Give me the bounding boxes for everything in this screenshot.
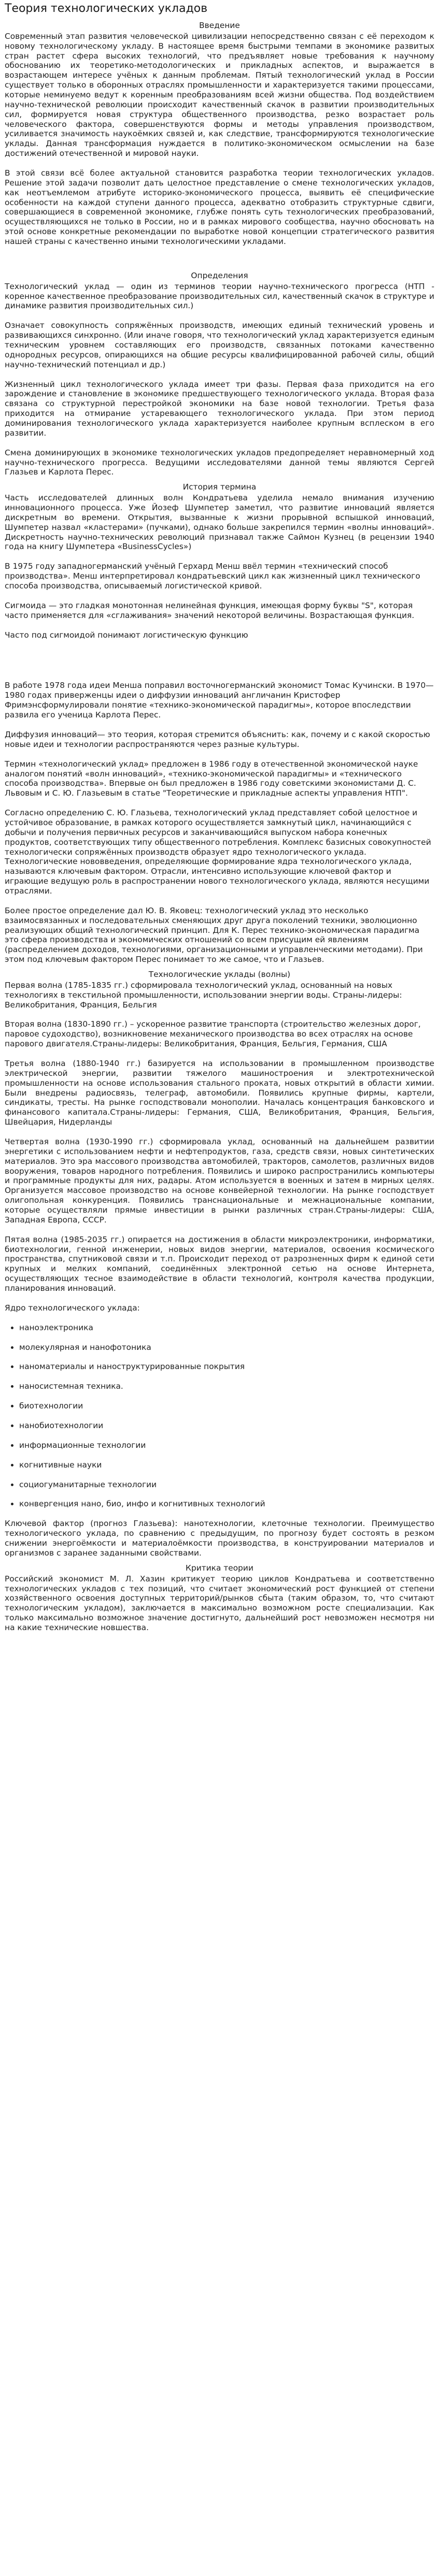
section-critique <box>5 1563 434 1633</box>
paragraph: Современный этап развития человеческой цивилизации непосредственно связан с её переходом к новому технологическому укладу. В настоящее время быстрыми темпами в экономике развитых стран растет сфера высоких технологий, что предъявляет новые требования к научному обоснованию их теоретико-методологических и прикладных аспектов, и выражается в возрастающем интересе учёных к данным проблемам. Пятый технологический уклад в России существует только в оборонных отраслях промышленности и характеризуется такими процессами, которые неминуемо ведут к коренным преобразованиям всей жизни общества. Под воздействием научно-технической революции происходит качественный скачок в развитии производительных сил, формируется новая структура общественного производства, резко возрастает роль человеческого фактора, совершенствуются формы и методы управления производством, усиливается значимость наукоёмких связей и, как следствие, трансформируются технологические уклады. Данная трансформация нуждается в политико-экономическом осмыслении на базе достижений отечественной и мировой науки. <box>5 31 434 159</box>
section-intro <box>5 21 434 247</box>
section-heading-definition: Определения <box>191 270 248 280</box>
paragraph-wave-1: Первая волна (1785-1835 гг.) сформировала технологический уклад, основанный на новых технологиях в текстильной промышленности, использовании энергии воды. Страны-лидеры: Великобритания, Франция, Бельгия <box>5 980 402 1010</box>
list-item: • социогуманитарные технологии <box>19 1480 434 1490</box>
section-history <box>5 482 434 965</box>
paragraph-wave-2: Вторая волна (1830-1890 гг.) – ускоренное развитие транспорта (строительство железных дорог, паровое судоходство), возникновение механического производства во всех отраслях на основе парового двигателя.Страны-лидеры: Великобритания, Франция, Бельгия, Германия, США <box>5 1019 421 1049</box>
core-list <box>5 1323 434 1509</box>
list-item: • информационные технологии <box>19 1441 434 1450</box>
list-item: • конвергенция нано, био, инфо и когнитивных технологий <box>19 1499 434 1509</box>
list-item: • биотехнологии <box>19 1401 434 1411</box>
core-list-label: Ядро технологического уклада: <box>5 1303 140 1313</box>
list-item: • наноэлектроника <box>19 1323 434 1333</box>
section-heading-waves: Технологические уклады (волны) <box>148 969 291 979</box>
paragraph-key-factor: Ключевой фактор (прогноз Глазьева): нанотехнологии, клеточные технологии. Преимущество технологического уклада, по сравнению с предыдущим, по прогнозу будет состоять в резком снижении энергоёмкости и материалоёмкости производства, в конструировании материалов и организмов с заранее заданными свойствами. <box>5 1519 434 1558</box>
paragraph-wave-5: Пятая волна (1985-2035 гг.) опирается на достижения в области микроэлектроники, информатики, биотехнологии, генной инженерии, новых видов энергии, материалов, освоения космического пространства, спутниковой связи и т.п. Происходит переход от разрозненных фирм к единой сети крупных и мелких компаний, соединённых электронной сетью на основе Интернета, осуществляющих тесное взаимодействие в области технологий, контроля качества продукции, планирования инноваций. <box>5 1234 434 1293</box>
paragraph: Российский экономист М. Л. Хазин критикует теорию циклов Кондратьева и соответственно технологических укладов с тех позиций, что считает экономический рост функцией от степени хозяйственного освоения доступных территорий/рынков сбыта (таким образом, то, что считают технологическим укладом), заключается в максимально возможном росте специализации. Как только максимально возможное значение достигнуто, дальнейший рост невозможен несмотря ни на какие технические новшества. <box>5 1574 434 1632</box>
list-item: • молекулярная и нанофотоника <box>19 1343 434 1352</box>
paragraph: Смена доминирующих в экономике технологических укладов предопределяет неравномерный ход научно-технического прогресса. Ведущими исследователями данной темы являются Сергей Глазьев и Карлота Перес. <box>5 448 434 477</box>
page-title: Теория технологических укладов <box>5 2 208 15</box>
list-item: • нанобиотехнологии <box>19 1421 434 1431</box>
paragraph: В этой связи всё более актуальной становится разработка теории технологических укладов. Решение этой задачи позволит дать целостное представление о смене технологических укладов, как неотъемлемом атрибуте историко-экономического процесса, выявить её специфические особенности на каждой ступени данного процесса, адекватно отобразить структурные сдвиги, совершающиеся в современной экономике, глубже понять суть технологических преобразований, осуществляющихся не только в России, но и в рамках мирового сообщества, научно обосновать на этой основе конкретные рекомендации по выработке новой концепции стратегического развития нашей страны с качественно иными технологическими укладами. <box>5 168 434 246</box>
list-item: • наноматериалы и наноструктурированные покрытия <box>19 1362 434 1372</box>
paragraph: Термин «технологический уклад» предложен в 1986 году в отечественной экономической науке аналогом понятий «волн инноваций», «технико-экономической парадигмы» и «технического способа производства». Впервые он был предложен в 1986 году советскими экономистами Д. С. Львовым и С. Ю. Глазьевым в статье "Теоретические и прикладные аспекты управления НТП". <box>5 759 418 798</box>
paragraph: Жизненный цикл технологического уклада имеет три фазы. Первая фаза приходится на его зарождение и становление в экономике предшествующего технологического уклада. Вторая фаза связана со структурной перестройкой экономики на базе новой технологии. Третья фаза приходится на отмирание устаревающего технологического уклада. При этом период доминирования технологического уклада характеризуется наиболее крупным всплеском в его развитии. <box>5 379 434 438</box>
paragraph-wave-3: Третья волна (1880-1940 гг.) базируется на использовании в промышленном производстве электрической энергии, развитии тяжелого машиностроения и электротехнической промышленности на основе использования стального проката, новых открытий в области химии. Были внедрены радиосвязь, телеграф, автомобили. Появились крупные фирмы, картели, синдикаты, тресты. На рынке господствовали монополии. Началась концентрация банковского и финансового капитала.Страны-лидеры: Германия, США, Великобритания, Франция, Бельгия, Швейцария, Нидерланды <box>5 1058 434 1127</box>
paragraph: Диффузия инноваций— это теория, которая стремится объяснить: как, почему и с какой скоростью новые идеи и технологии распространяются через разные культуры. <box>5 729 430 749</box>
section-waves <box>5 970 434 1558</box>
list-item: • когнитивные науки <box>19 1460 434 1470</box>
paragraph: В работе 1978 года идеи Менша поправил восточногерманский экономист Томас Кучински. В 1970—1980 годах приверженцы идеи о диффузии инноваций англичанин Кристофер Фримэнсформулировали понятие «технико-экономической парадигмы», которое впоследствии развила его ученица Карлота Перес. <box>5 681 434 720</box>
paragraph: Часто под сигмоидой понимают логистическую функцию <box>5 630 248 640</box>
section-heading-critique: Критика теории <box>186 1563 253 1573</box>
list-item: • наносистемная техника. <box>19 1381 434 1391</box>
paragraph: В 1975 году западногерманский учёный Герхард Менш ввёл термин «технический способ производства». Менш интерпретировал кондратьевский цикл как жизненный цикл технического способа производства, описываемый логистической кривой. <box>5 562 420 591</box>
section-heading-history: История термина <box>182 482 257 492</box>
paragraph: Технологический уклад — один из терминов теории научно-технического прогресса (НТП - коренное качественное преобразование производительных сил, качественный скачок в структуре и динамике развития производительных сил.) <box>5 281 434 311</box>
section-heading-intro: Введение <box>199 20 240 30</box>
paragraph: Более простое определение дал Ю. В. Яковец: технологический уклад это несколько взаимосвязанных и последовательных сменяющих друг друга поколений техники, эволюционно реализующих общий технологический принцип. Для К. Перес технико-экономическая парадигма это сфера производства и экономических отношений со всем присущим ей явлениям (распределением доходов, технологиями, организационными и управленческими методами). При этом под ключевым фактором Перес понимает то же самое, что и Глазьев. <box>5 905 423 965</box>
section-definition <box>5 271 434 477</box>
paragraph: Сигмоида — это гладкая монотонная нелинейная функция, имеющая форму буквы "S", которая часто применяется для «сглаживания» значений некоторой величины. Возрастающая функция. <box>5 600 415 620</box>
paragraph: Часть исследователей длинных волн Кондратьева уделила немало внимания изучению инновационного процесса. Уже Йозеф Шумпетер заметил, что развитие инноваций является дискретным во времени. Открытия, вызванные к жизни прорывной вспышкой инноваций, Шумпетер назвал «кластерами» (пучками), однако больше закрепился термин «волны инноваций». Дискретность научно-технических революций признавал также Саймон Кузнец (в рецензии 1940 года на книгу Шумпетера «BusinessCycles») <box>5 493 434 552</box>
paragraph: Означает совокупность сопряжённых производств, имеющих единый технический уровень и развивающихся синхронно. (Или иначе говоря, что технологический уклад характеризуется единым техническим уровнем составляющих его производств, связанных потоками качественно однородных ресурсов, опирающихся на общие ресурсы квалифицированной рабочей силы, общий научно-технический потенциал и др.) <box>5 321 434 369</box>
paragraph: Согласно определению С. Ю. Глазьева, технологический уклад представляет собой целостное и устойчивое образование, в рамках которого осуществляется замкнутый цикл, начинающийся с добычи и получения первичных ресурсов и заканчивающийся выпуском набора конечных продуктов, соответствующих типу общественного потребления. Комплекс базисных совокупностей технологически сопряжённых производств образует ядро технологического уклада. Технологические нововведения, определяющие формирование ядра технологического уклада, называются ключевым фактором. Отрасли, интенсивно использующие ключевой фактор и играющие ведущую роль в распространении нового технологического уклада, являются несущими отраслями. <box>5 808 431 896</box>
paragraph-wave-4: Четвертая волна (1930-1990 гг.) сформировала уклад, основанный на дальнейшем развитии энергетики с использованием нефти и нефтепродуктов, газа, средств связи, новых синтетических материалов. Это эра массового производства автомобилей, тракторов, самолетов, различных видов вооружения, товаров народного потребления. Появились и широко распространились компьютеры и программные продукты для них, радары. Атом используется в военных и затем в мирных целях. Организуется массовое производство на основе конвейерной технологии. На рынке господствует олигопольная конкуренция. Появились транснациональные и межнациональные компании, которые осуществляли прямые инвестиции в рынки различных стран.Страны-лидеры: США, Западная Европа, СССР. <box>5 1137 434 1225</box>
